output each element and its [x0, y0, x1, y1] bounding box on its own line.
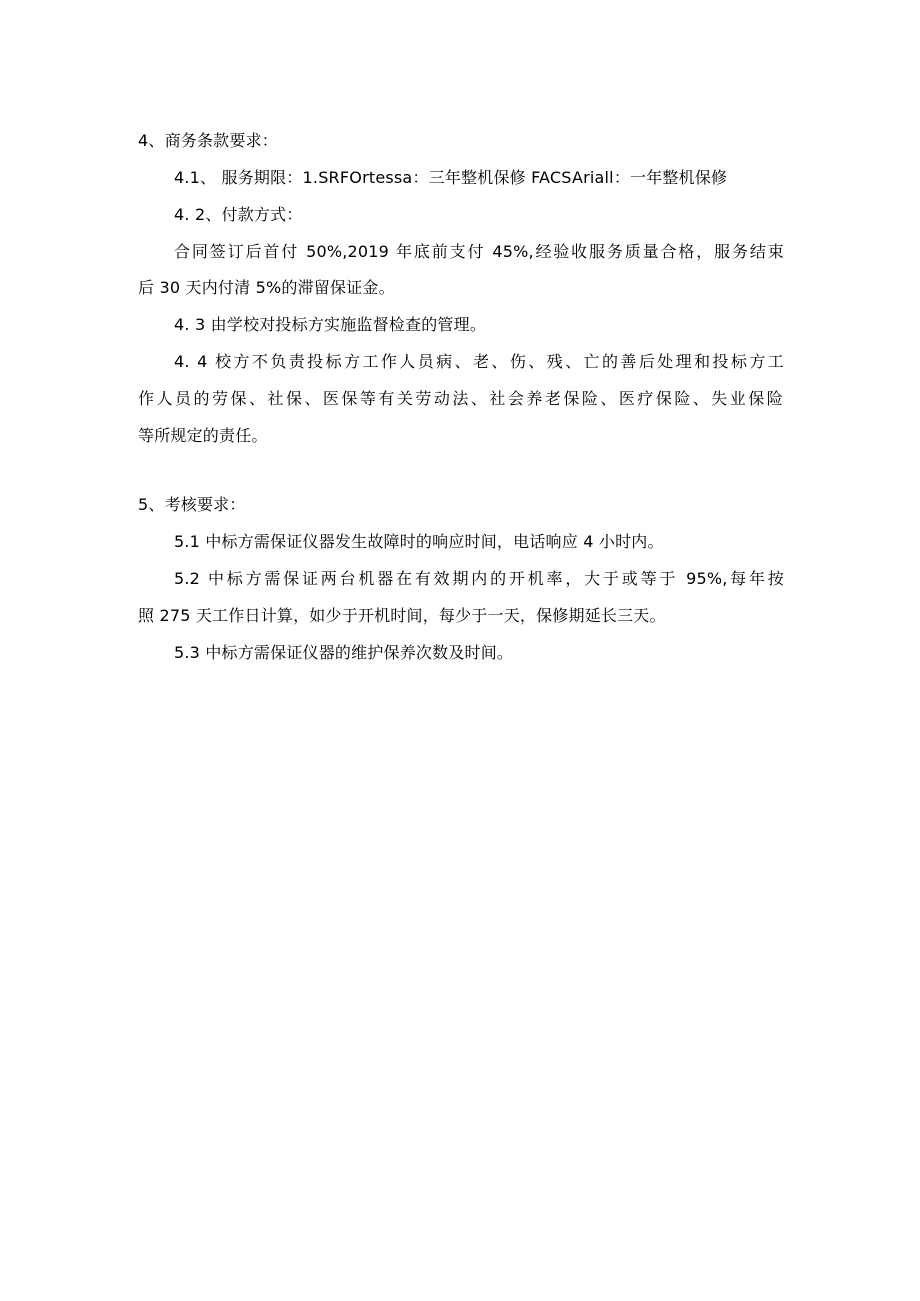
item-5-1-response-time: 5.1 中标方需保证仪器发生故障时的响应时间，电话响应 4 小时内。 — [174, 532, 664, 551]
item-5-2-line-1: 5.2 中标方需保证两台机器在有效期内的开机率，大于或等于 95%,每年按 — [174, 569, 784, 588]
section-4-heading: 4、商务条款要求： — [138, 131, 278, 150]
item-4-2-payment-method: 4. 2、付款方式： — [174, 205, 303, 224]
item-5-2-line-2: 照 275 天工作日计算，如少于开机时间，每少于一天，保修期延长三天。 — [138, 606, 666, 625]
item-4-1-service-period: 4.1、 服务期限：1.SRFOrtessa：三年整机保修 FACSAriall：一年整机保修 — [174, 168, 728, 187]
item-4-4-line-2: 作人员的劳保、社保、医保等有关劳动法、社会养老保险、医疗保险、失业保险 — [138, 389, 783, 408]
section-5-heading: 5、考核要求： — [138, 495, 246, 514]
item-4-4-line-1: 4. 4 校方不负责投标方工作人员病、老、伤、残、亡的善后处理和投标方工 — [174, 352, 784, 371]
item-4-4-line-3: 等所规定的责任。 — [138, 426, 268, 445]
payment-terms-line-1: 合同签订后首付 50%,2019 年底前支付 45%,经验收服务质量合格，服务结束 — [174, 242, 784, 261]
item-5-3-maintenance: 5.3 中标方需保证仪器的维护保养次数及时间。 — [174, 643, 514, 662]
item-4-3-supervision: 4. 3 由学校对投标方实施监督检查的管理。 — [174, 315, 487, 334]
payment-terms-line-2: 后 30 天内付清 5%的滞留保证金。 — [138, 278, 395, 297]
